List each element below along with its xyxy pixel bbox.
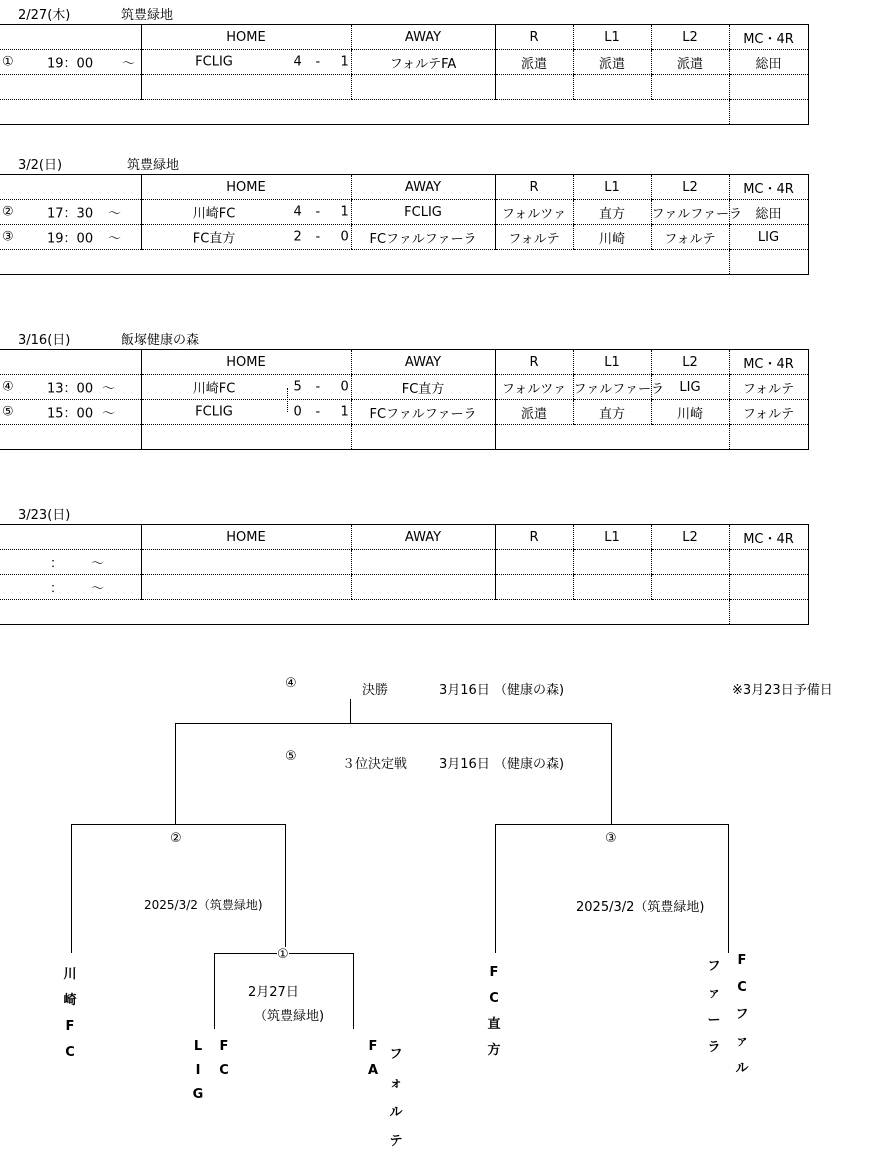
semifinal-1-info: 2025/3/2（筑豊緑地) (144, 898, 263, 912)
match-time: 19：00 (47, 231, 94, 247)
match-no: ② (2, 204, 14, 220)
home-team: FC直方 (192, 231, 236, 247)
home-score: 4 (293, 204, 302, 220)
schedule-table (0, 174, 809, 275)
linesman-1: 直方 (573, 200, 651, 225)
header-l1: L1 (573, 525, 651, 550)
match-time: 17：30 (47, 206, 94, 222)
home-score: 5 (293, 379, 302, 395)
header-row (0, 525, 808, 550)
section-date: 3/23(日) (18, 508, 71, 523)
away-score: 1 (340, 404, 349, 420)
match-row (0, 550, 808, 575)
third-place-match-no: ⑤ (285, 749, 297, 764)
referee: 派遣 (495, 400, 573, 425)
match-row (0, 375, 808, 400)
header-mc: MC・4R (729, 25, 808, 50)
team-forte-fa-col2: フ ォ ル テ (389, 1047, 403, 1149)
section-venue: 筑豊緑地 (127, 158, 180, 173)
away-score: 0 (340, 229, 349, 245)
mc-4r: フォルテ (729, 375, 808, 400)
match-row (0, 200, 808, 225)
team-fclig-col2: F C (219, 1039, 229, 1078)
header-l2: L2 (651, 350, 729, 375)
home-team: FCLIG (195, 404, 233, 420)
header-mc: MC・4R (729, 175, 808, 200)
team-forte-fa-col1: F A (367, 1039, 379, 1078)
header-l2: L2 (651, 25, 729, 50)
match-row (0, 575, 808, 600)
home-score: 0 (293, 404, 302, 420)
match-tilde: ～ (108, 231, 122, 247)
mc-4r: 総田 (729, 200, 808, 225)
section-venue: 筑豊緑地 (121, 8, 174, 23)
header-home: HOME (141, 350, 351, 375)
linesman-1: 川崎 (573, 225, 651, 250)
away-score: 1 (340, 54, 349, 70)
match-tilde: ～ (91, 556, 105, 572)
mc-4r: 総田 (729, 50, 808, 75)
header-row (0, 25, 808, 50)
match-time: 19：00 (47, 56, 94, 72)
match-colon: ： (50, 556, 64, 572)
quarterfinal-venue: （筑豊緑地) (254, 1009, 325, 1024)
final-match-no: ④ (285, 676, 297, 691)
home-score: 4 (293, 54, 302, 70)
header-mc: MC・4R (729, 350, 808, 375)
header-l2: L2 (651, 175, 729, 200)
header-home: HOME (141, 525, 351, 550)
match-no: ④ (2, 379, 14, 395)
home-team: FCLIG (195, 54, 233, 70)
away-team: FCLIG (351, 200, 495, 225)
reserve-day-note: ※3月23日予備日 (732, 683, 833, 698)
match-row (0, 50, 808, 75)
final-label: 決勝 (362, 683, 389, 698)
match-tilde: ～ (102, 381, 116, 397)
linesman-2: 派遣 (651, 50, 729, 75)
referee: フォルテ (495, 225, 573, 250)
score-dash: - (315, 404, 321, 420)
header-l1: L1 (573, 175, 651, 200)
match-tilde: ～ (102, 406, 116, 422)
away-team: FCファルファーラ (351, 400, 495, 425)
header-mc: MC・4R (729, 525, 808, 550)
semifinal-1-no: ② (170, 831, 182, 846)
referee: フォルツァ (495, 375, 573, 400)
match-tilde: ～ (108, 206, 122, 222)
mc-4r: LIG (729, 225, 808, 250)
linesman-2: フォルテ (651, 225, 729, 250)
header-away: AWAY (351, 175, 495, 200)
header-row (0, 350, 808, 375)
quarterfinal-no: ① (277, 947, 289, 962)
match-time: 15：00 (47, 406, 94, 422)
semifinal-2-info: 2025/3/2（筑豊緑地) (576, 900, 705, 915)
team-fc-farfalla-col2: F C フ ァ ル (735, 953, 749, 1076)
match-no: ① (2, 54, 14, 70)
home-team: 川崎FC (192, 206, 236, 222)
away-score: 0 (340, 379, 349, 395)
quarterfinal-date: 2月27日 (248, 985, 299, 1000)
schedule-table (0, 524, 809, 625)
section-date: 2/27(木) (18, 8, 71, 23)
third-place-label: ３位決定戦 (342, 757, 408, 772)
match-no: ⑤ (2, 404, 14, 420)
match-row (0, 225, 808, 250)
match-colon: ： (50, 581, 64, 597)
away-team: FCファルファーラ (351, 225, 495, 250)
team-fclig-col1: L I G (192, 1039, 204, 1102)
linesman-1: 派遣 (573, 50, 651, 75)
header-away: AWAY (351, 25, 495, 50)
score-dash: - (315, 379, 321, 395)
header-r: R (495, 25, 573, 50)
match-time: 13：00 (47, 381, 94, 397)
linesman-2: ファルファーラ (651, 200, 729, 225)
match-no: ③ (2, 229, 14, 245)
match-tilde: ～ (122, 56, 136, 72)
linesman-2: LIG (651, 375, 729, 400)
schedule-table (0, 349, 809, 450)
section-date: 3/16(日) (18, 333, 71, 348)
linesman-1: ファルファーラ (573, 375, 651, 400)
header-r: R (495, 175, 573, 200)
header-row (0, 175, 808, 200)
header-l1: L1 (573, 25, 651, 50)
final-date: 3月16日 （健康の森) (439, 683, 565, 698)
away-team: FC直方 (351, 375, 495, 400)
semifinal-2-no: ③ (605, 831, 617, 846)
third-place-date: 3月16日 （健康の森) (439, 757, 565, 772)
match-row (0, 400, 808, 425)
team-kawasaki-fc: 川 崎 F C (63, 967, 77, 1060)
team-fc-farfalla-col1: フ ァ ー ラ (707, 959, 721, 1055)
team-fc-nogata: F C 直 方 (487, 965, 501, 1058)
section-date: 3/2(日) (18, 158, 63, 173)
header-l1: L1 (573, 350, 651, 375)
section-venue: 飯塚健康の森 (121, 333, 200, 348)
header-home: HOME (141, 175, 351, 200)
home-team: 川崎FC (192, 381, 236, 397)
home-score: 2 (293, 229, 302, 245)
score-dash: - (315, 229, 321, 245)
linesman-2: 川崎 (651, 400, 729, 425)
header-away: AWAY (351, 350, 495, 375)
header-r: R (495, 525, 573, 550)
match-tilde: ～ (91, 581, 105, 597)
referee: フォルツァ (495, 200, 573, 225)
header-r: R (495, 350, 573, 375)
mc-4r: フォルテ (729, 400, 808, 425)
header-home: HOME (141, 25, 351, 50)
score-dash: - (315, 204, 321, 220)
score-dash: - (315, 54, 321, 70)
header-away: AWAY (351, 525, 495, 550)
schedule-table (0, 24, 809, 125)
header-l2: L2 (651, 525, 729, 550)
away-team: フォルテFA (351, 50, 495, 75)
away-score: 1 (340, 204, 349, 220)
linesman-1: 直方 (573, 400, 651, 425)
referee: 派遣 (495, 50, 573, 75)
